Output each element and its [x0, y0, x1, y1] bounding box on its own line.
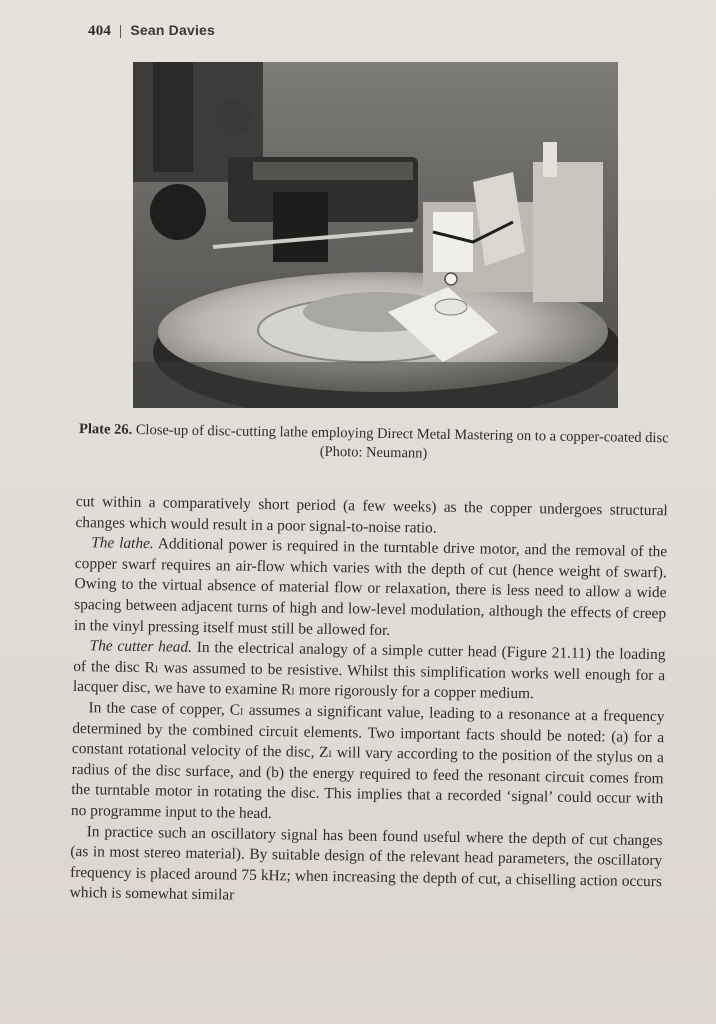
runin-heading: The lathe. [91, 534, 154, 553]
plate-photograph [133, 62, 618, 408]
paragraph-text: In the electrical analogy of a simple cutter head (Figure 21.11) the loading of the disc Rₗ was assumed to be resistive. Whilst this simplification works well enough for a lacquer disc, we have to examine Rₗ more rigorously for a copper medium. [72, 638, 666, 703]
paragraph-copper [71, 698, 665, 831]
paragraph-text: In practice such an oscillatory signal has been found useful where the depth of cut changes (as in most stereo material). By suitable design of the relevant head parameters, the oscillatory frequency is placed around 75 kHz; when increasing the depth of cut, a chiselling action occurs which is somewhat similar [69, 822, 663, 904]
paragraph-lathe [74, 533, 668, 645]
page-number: 404 [88, 23, 112, 39]
lathe-photo-icon [133, 62, 618, 408]
running-header [88, 22, 215, 40]
paragraph-text: In the case of copper, Cₗ assumes a significant value, leading to a resonance at a frequency determined by the combined circuit elements. Two important facts should be noted: (a) for a constant rotational velocity of the disc, Zₗ will vary according to the position of the stylus on a radius of the disc surface, and (b) the energy required to feed the resonant circuit comes from the turntable motor in rotating the disc. This implies that a recorded ‘signal’ could occur with no programme input to the head. [70, 699, 665, 823]
paragraph-oscillatory [70, 821, 663, 913]
paragraph-text: cut within a comparatively short period (a few weeks) as the copper undergoes structural changes which would result in a poor signal-to-noise ratio. [75, 492, 668, 537]
runin-heading: The cutter head. [89, 637, 193, 656]
paragraph-text: Additional power is required in the turntable drive motor, and the removal of the copper swarf requires an air-flow which varies with the depth of cut (hence weight of swarf). Owing to the virtual absence of material flow or relaxation, there is less need to allow a wide spacing between adjacent turns of high and low-level modulation, although the effects of creep in the vinyl pressing itself must still be allowed for. [73, 535, 668, 639]
running-header-author: Sean Davies [130, 22, 216, 38]
header-separator: | [119, 23, 123, 39]
caption-text: Close-up of disc-cutting lathe employing Direct Metal Mastering on to a copper-coated disc (Photo: Neumann) [135, 421, 669, 462]
caption-label: Plate 26. [78, 421, 133, 438]
body-text [70, 492, 668, 913]
plate-caption [75, 420, 672, 467]
paragraph-cutter-head [73, 636, 666, 707]
